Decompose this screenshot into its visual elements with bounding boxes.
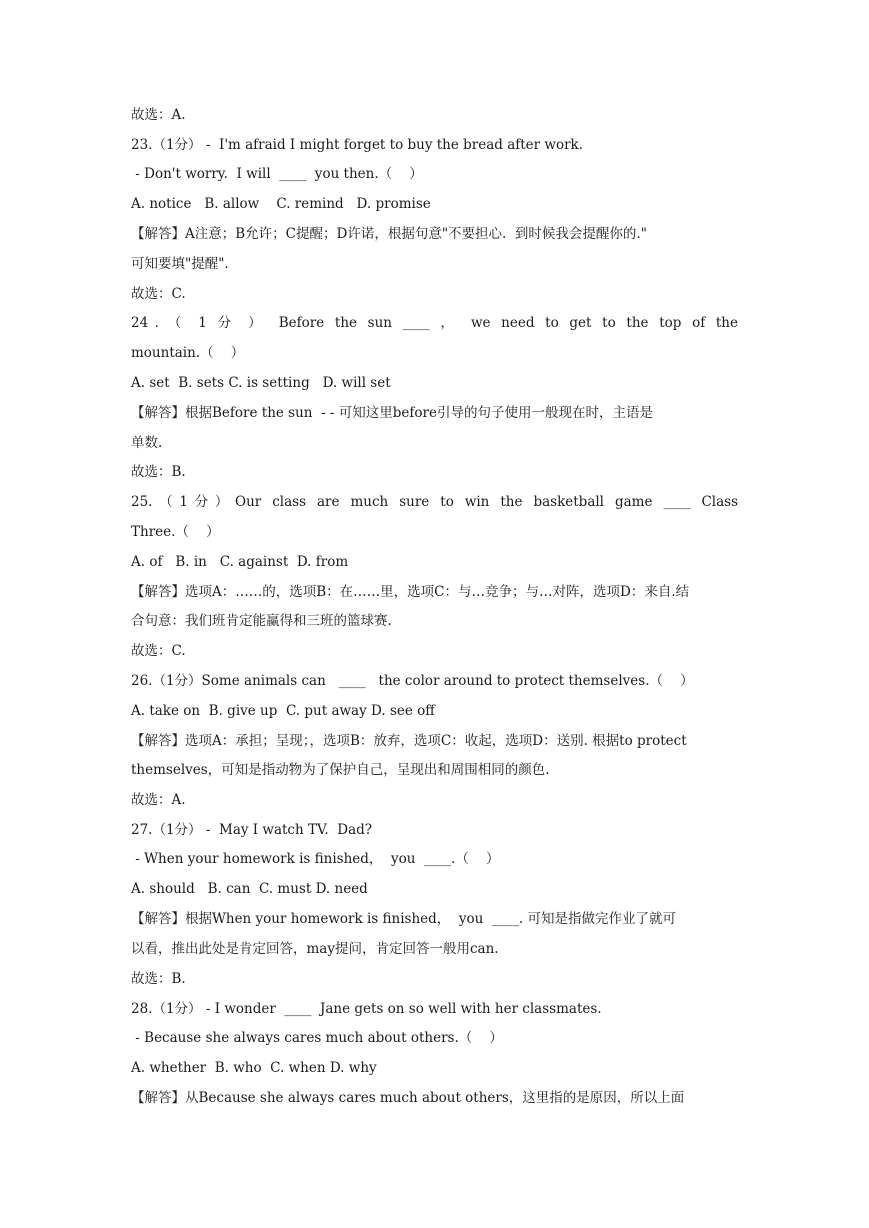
- question-24-options: A. set B. sets C. is setting D. will set: [131, 375, 391, 391]
- question-28-options: A. whether B. who C. when D. why: [131, 1060, 377, 1076]
- question-28-explanation: 【解答】从Because she always cares much about others，这里指的是原因，所以上面: [131, 1090, 685, 1106]
- question-23-line: - Don't worry. I will ____ you then.（ ）: [131, 166, 423, 182]
- question-23-options: A. notice B. allow C. remind D. promise: [131, 196, 431, 212]
- question-24-explanation: 单数.: [131, 435, 163, 451]
- question-26-explanation: 【解答】选项A：承担；呈现；，选项B：放弃，选项C：收起，选项D：送别. 根据to protect: [131, 733, 687, 749]
- answer-line: 故选：A.: [131, 792, 186, 808]
- question-25-line: 25.（1分）Our class are much sure to win the basketball game ____ Class: [131, 494, 738, 510]
- question-27-explanation: 以看，推出此处是肯定回答，may提问，肯定回答一般用can.: [131, 941, 499, 957]
- question-25-explanation: 【解答】选项A：……的，选项B：在……里，选项C：与…竞争；与…对阵，选项D：来自.结: [131, 584, 690, 600]
- question-26-line: 26.（1分）Some animals can ____ the color around to protect themselves.（ ）: [131, 673, 694, 689]
- answer-line: 故选：C.: [131, 643, 186, 659]
- answer-line: 故选：A.: [131, 107, 186, 123]
- question-25-line: Three.（ ）: [131, 524, 220, 540]
- question-24-line: 24．（ 1 分 ） Before the sun ____ ， we need to get to the top of the: [131, 315, 738, 331]
- question-26-explanation: themselves，可知是指动物为了保护自己，呈现出和周围相同的颜色.: [131, 762, 550, 778]
- answer-line: 故选：C.: [131, 286, 186, 302]
- question-26-options: A. take on B. give up C. put away D. see off: [131, 703, 435, 719]
- question-27-line: - When your homework is finished， you ____.（ ）: [131, 851, 500, 867]
- question-24-explanation: 【解答】根据Before the sun - - 可知这里before引导的句子使用一般现在时，主语是: [131, 405, 653, 421]
- question-28-line: 28.（1分） - I wonder ____ Jane gets on so well with her classmates.: [131, 1001, 602, 1017]
- answer-line: 故选：B.: [131, 464, 186, 480]
- question-27-options: A. should B. can C. must D. need: [131, 881, 368, 897]
- question-27-explanation: 【解答】根据When your homework is finished， you ____. 可知是指做完作业了就可: [131, 911, 676, 927]
- question-27-line: 27.（1分） - May I watch TV. Dad?: [131, 822, 373, 838]
- question-25-explanation: 合句意：我们班肯定能赢得和三班的篮球赛.: [131, 613, 392, 629]
- question-24-line: mountain.（ ）: [131, 345, 245, 361]
- question-28-line: - Because she always cares much about others.（ ）: [131, 1030, 503, 1046]
- answer-line: 故选：B.: [131, 971, 186, 987]
- question-25-options: A. of B. in C. against D. from: [131, 554, 349, 570]
- question-23-line: 23.（1分） - I'm afraid I might forget to buy the bread after work.: [131, 137, 584, 153]
- question-23-explanation: 【解答】A注意；B允许；C提醒；D许诺，根据句意"不要担心. 到时候我会提醒你的.": [131, 226, 647, 242]
- question-23-explanation: 可知要填"提醒".: [131, 256, 229, 272]
